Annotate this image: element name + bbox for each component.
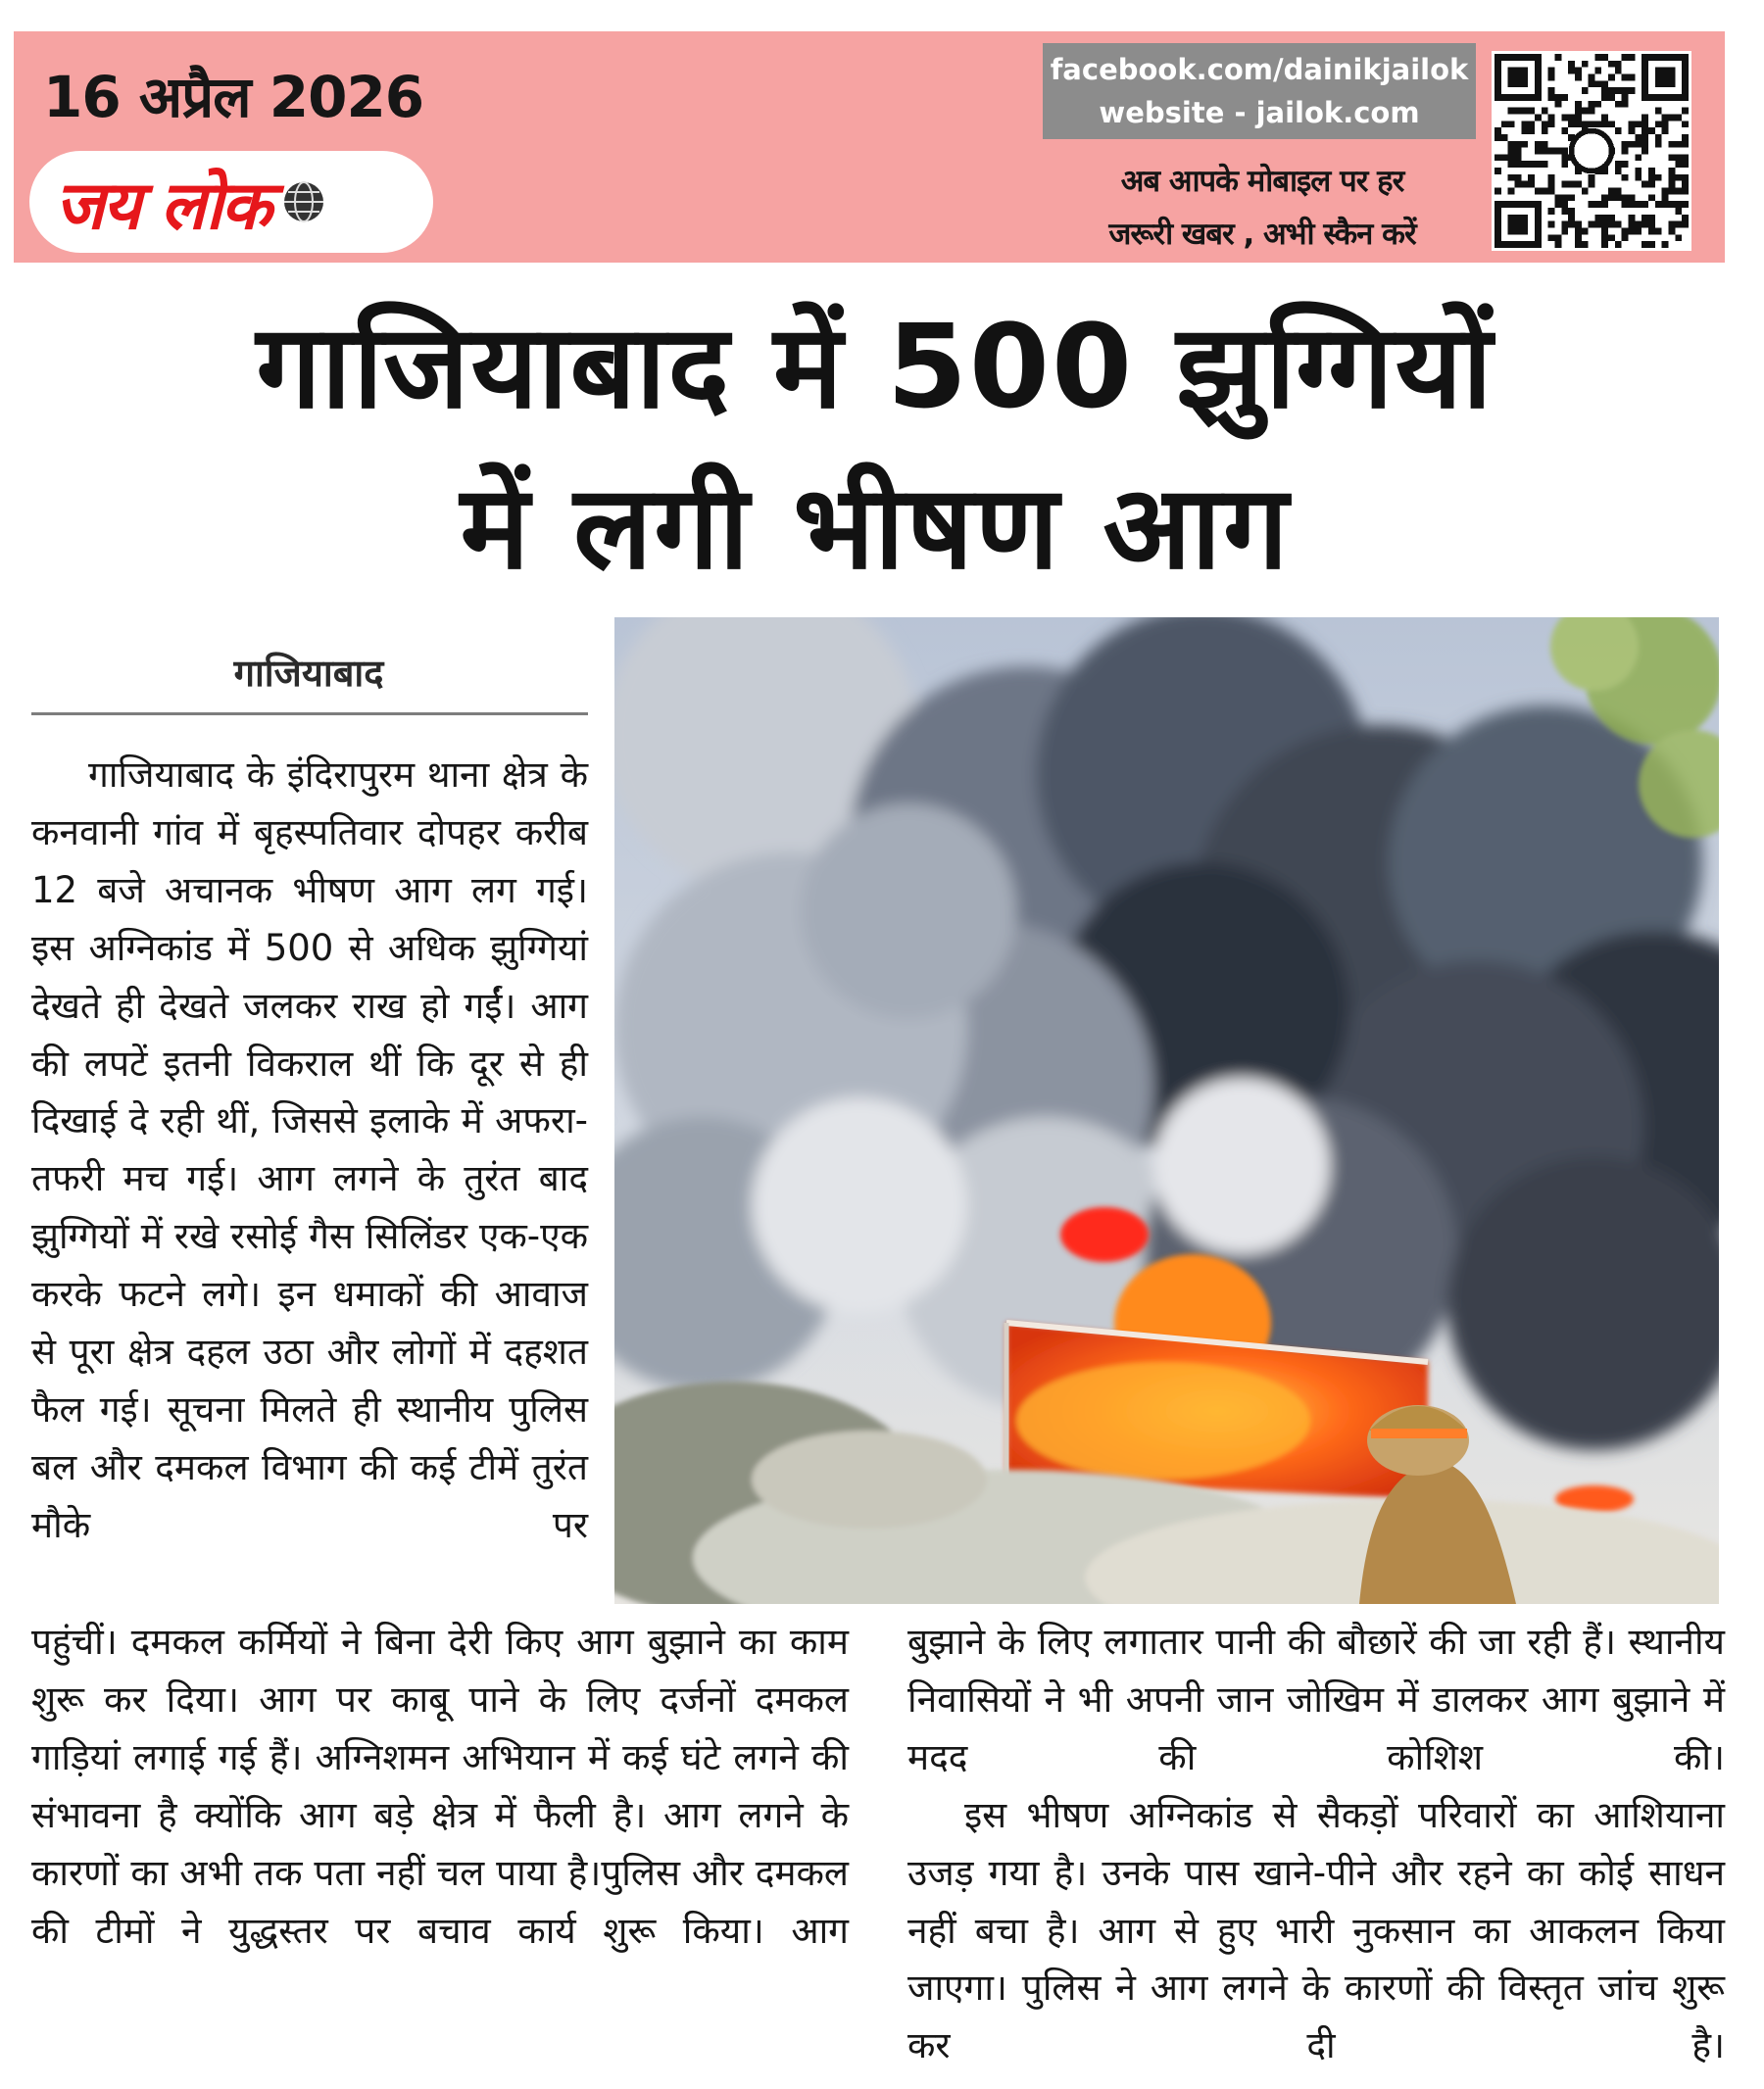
scan-promo-line2: जरूरी खबर , अभी स्कैन करें — [1108, 217, 1416, 252]
scan-promo-text — [1056, 155, 1468, 261]
fire-smoke-illustration — [614, 617, 1719, 1604]
dateline-rule — [31, 712, 588, 715]
article-paragraph-right-2: इस भीषण अग्निकांड से सैकड़ों परिवारों का आशियाना उजड़ गया है। उनके पास खाने-पीने और रहने का कोई साधन नहीं बचा है। आग से हुए भारी नुकसान का आकलन किया जाएगा। पुलिस ने आग लगने के कारणों की विस्तृत जांच शुरू कर दी है। — [907, 1793, 1725, 2067]
article-paragraph: गाजियाबाद के इंदिरापुरम थाना क्षेत्र के कनवानी गांव में बृहस्पतिवार दोपहर करीब 12 बजे अचानक भीषण आग लग गई। इस अग्निकांड में 500 से अधिक झुग्गियां देखते ही देखते जलकर राख हो गईं। आग की लपटें इतनी विकराल थीं कि दूर से ही दिखाई दे रही थीं, जिससे इलाके में अफरा-तफरी मच गई। आग लगने के तुरंत बाद झुग्गियों में रखे रसोई गैस सिलिंडर एक-एक करके फटने लगे। इन धमाकों की आवाज से पूरा क्षेत्र दहल उठा और लोगों में दहशत फैल गई। सूचना मिलते ही स्थानीय पुलिस बल और दमकल विभाग की कई टीमें तुरंत मौके पर — [31, 753, 588, 1546]
article-paragraph-right-1: बुझाने के लिए लगातार पानी की बौछारें की जा रही हैं। स्थानीय निवासियों ने भी अपनी जान जोखिम में डालकर आग बुझाने में मदद की कोशिश की। — [907, 1621, 1725, 1778]
newspaper-logo — [55, 163, 325, 245]
fire-photo — [614, 617, 1719, 1604]
website-link[interactable]: website - jailok.com — [1099, 96, 1420, 129]
dateline: गाजियाबाद — [233, 652, 384, 695]
headline-line2: में लगी भीषण आग — [460, 460, 1291, 595]
headline-line1: गाजियाबाद में 500 झुग्गियों — [256, 299, 1494, 434]
scan-promo-line1: अब आपके मोबाइल पर हर — [1120, 164, 1404, 199]
globe-icon — [282, 180, 325, 223]
article-paragraph-continued: पहुंचीं। दमकल कर्मियों ने बिना देरी किए आग बुझाने का काम शुरू कर दिया। आग पर काबू पाने के लिए दर्जनों दमकल गाड़ियां लगाई गई हैं। अग्निशमन अभियान में कई घंटे लगने की संभावना है क्योंकि आग बड़े क्षेत्र में फैली है। आग लगने के कारणों का अभी तक पता नहीं चल पाया है।पुलिस और दमकल की टीमों ने युद्धस्तर पर बचाव कार्य शुरू किया। आग — [31, 1621, 849, 1952]
main-headline — [20, 286, 1731, 607]
article-column-right — [907, 1614, 1725, 2075]
masthead-band — [14, 31, 1725, 263]
facebook-link[interactable]: facebook.com/dainikjailok — [1050, 53, 1469, 86]
edition-date: 16 अप्रैल 2026 — [43, 64, 424, 130]
qr-code[interactable] — [1492, 51, 1691, 251]
article-column-continued — [31, 1614, 849, 1960]
social-links-box — [1043, 43, 1476, 139]
article-column-left — [31, 747, 588, 1555]
logo-lettering: जय लोक — [55, 167, 270, 245]
qr-code-icon — [1494, 54, 1689, 248]
logo-badge — [29, 151, 433, 253]
